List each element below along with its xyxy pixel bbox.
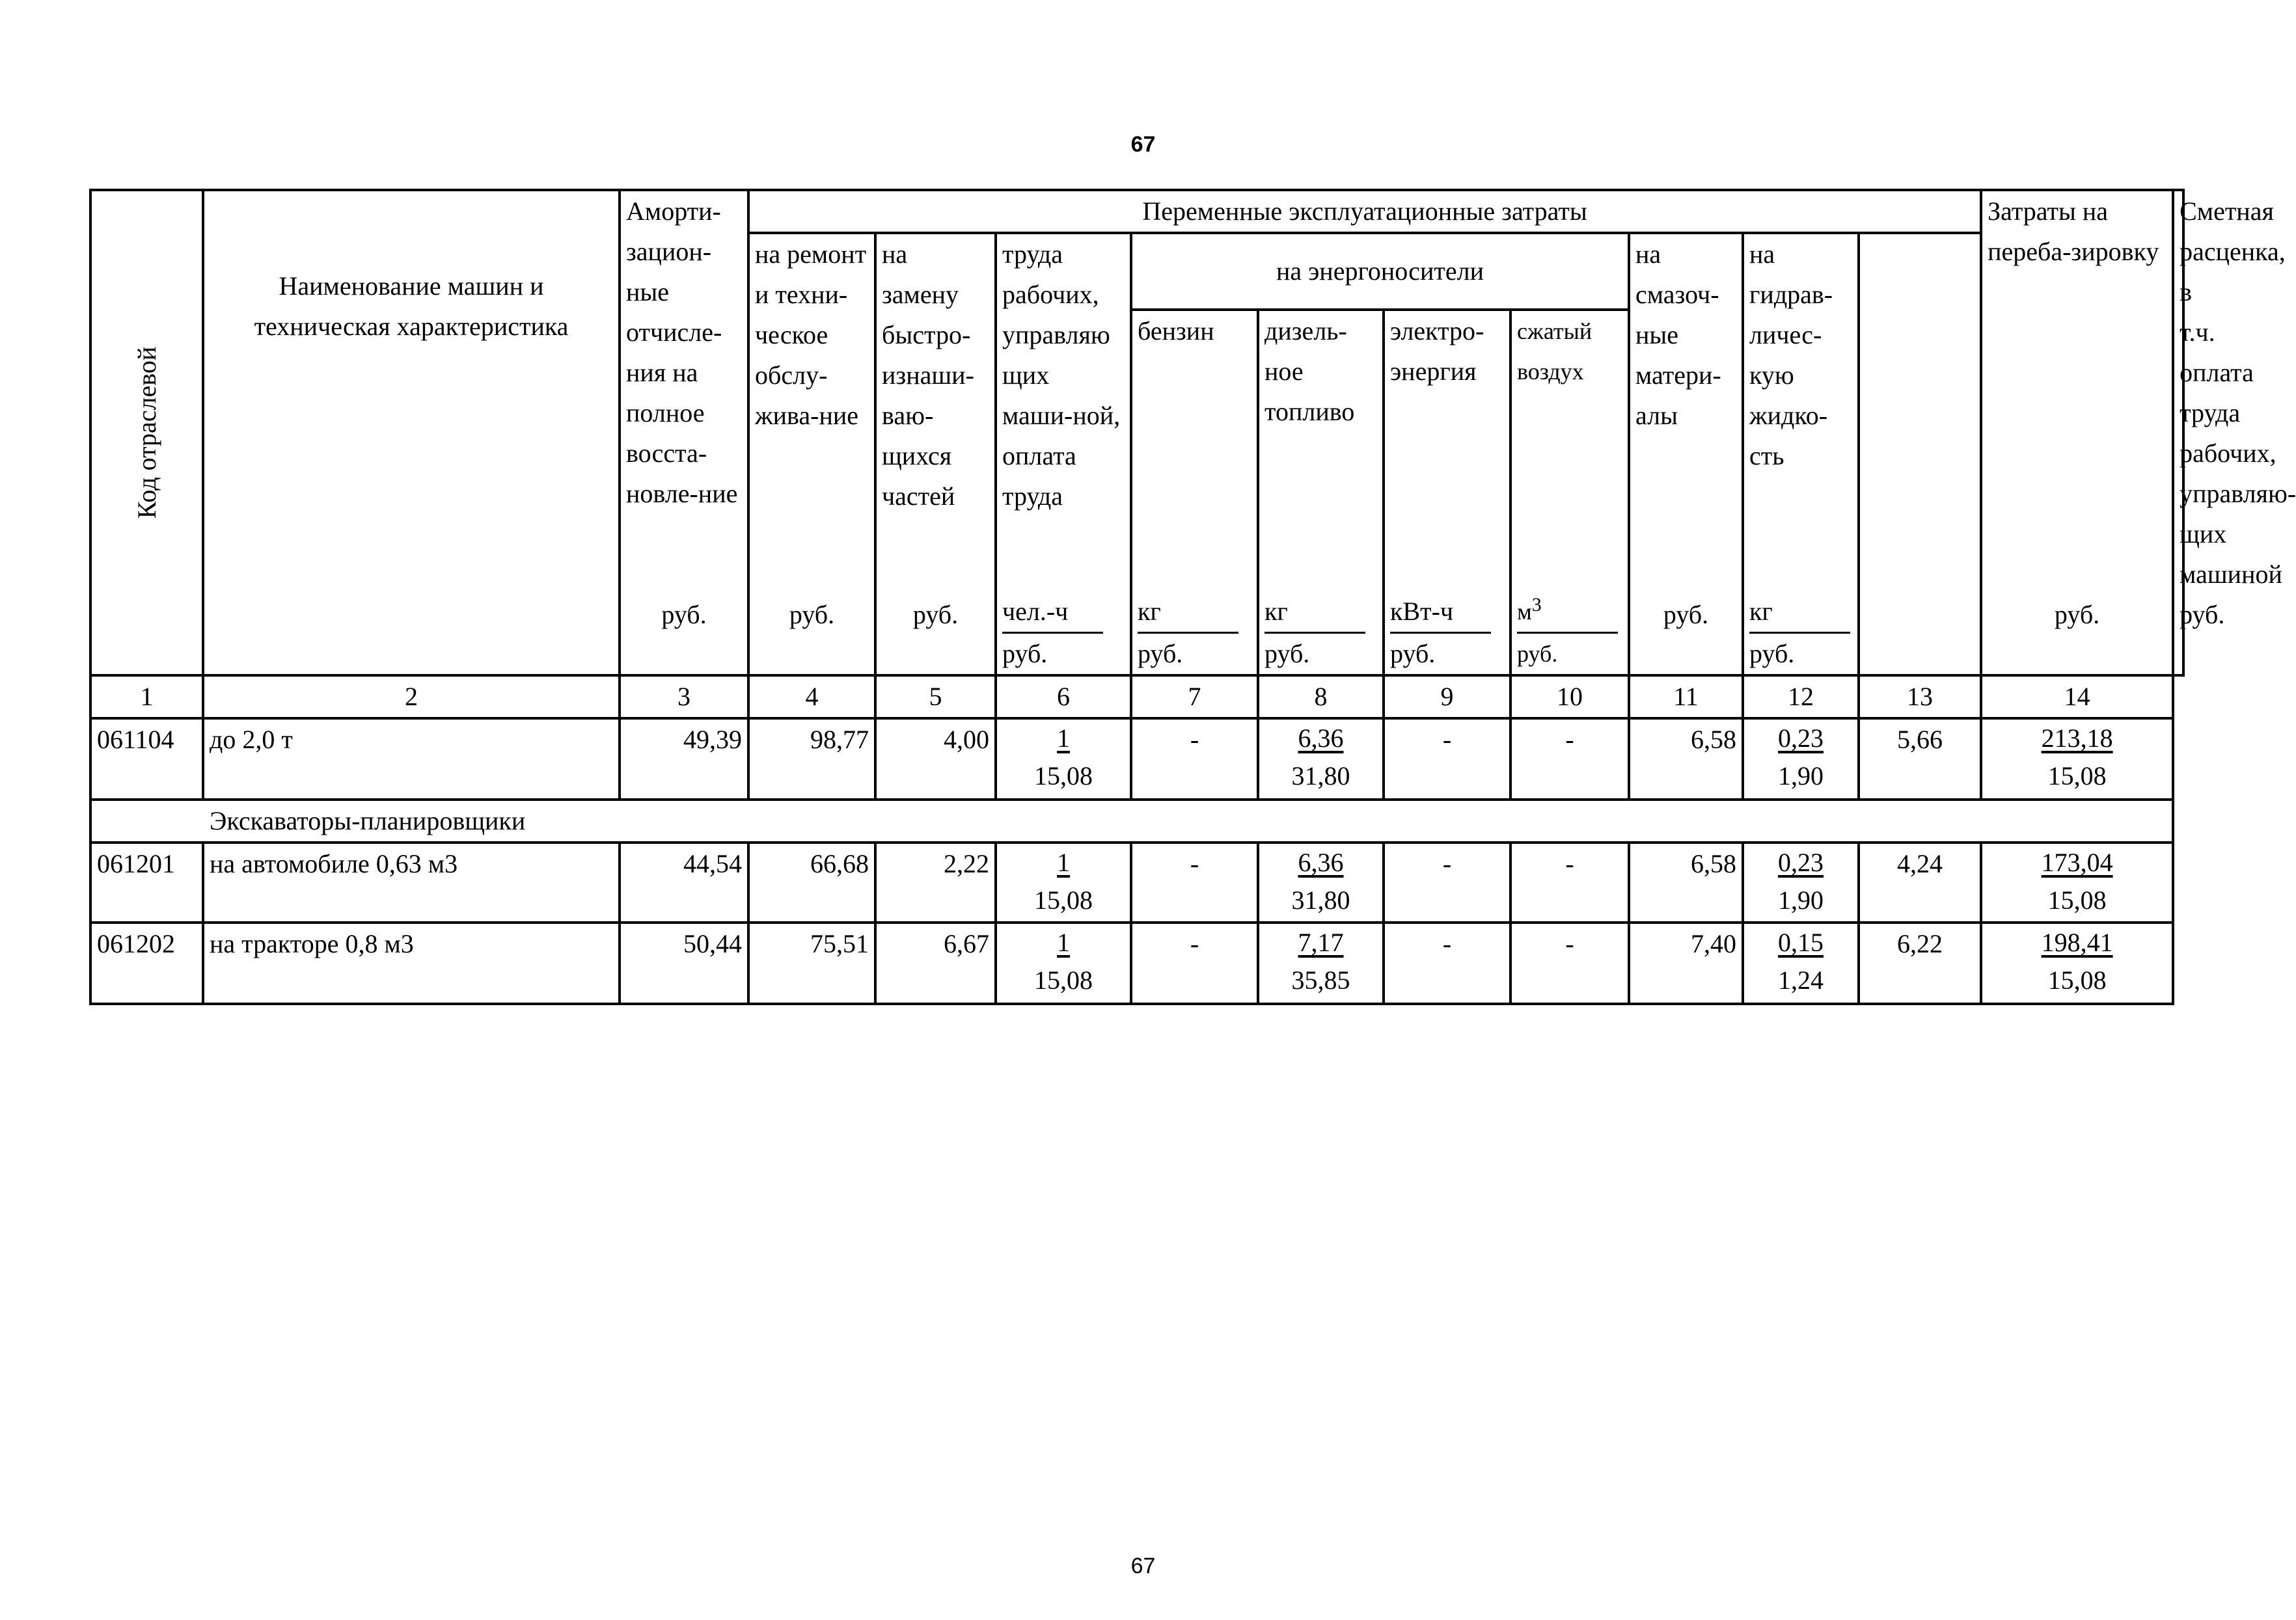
- machine-cost-table: [89, 189, 2296, 1005]
- air-unit-sup: 3: [1531, 594, 1542, 615]
- row-repair: 98,77: [748, 718, 875, 800]
- row-diesel: [1258, 923, 1384, 1004]
- row-name: на автомобиле 0,63 м3: [203, 843, 620, 923]
- labor-unit-bottom: руб.: [1002, 639, 1048, 668]
- col-number: 10: [1510, 675, 1629, 718]
- replace-label: на замену быстро-изнаши-ваю-щихся частей: [882, 239, 974, 511]
- relocation-label: Затраты на переба-зировку: [1988, 196, 2159, 266]
- col-number: 13: [1859, 675, 1981, 718]
- row-hydraulic-bottom: 1,90: [1778, 761, 1824, 790]
- row-diesel-bottom: 31,80: [1291, 885, 1350, 915]
- header-repair: [748, 233, 875, 675]
- header-amort: [620, 190, 748, 675]
- row-labor-bottom: 15,08: [1034, 965, 1093, 995]
- header-hydraulic: [1743, 233, 1859, 675]
- table-row: [90, 843, 2183, 923]
- col-number: 11: [1629, 675, 1743, 718]
- row-labor: [996, 718, 1131, 800]
- diesel-label: дизель-ное топливо: [1264, 316, 1355, 426]
- row-labor-bottom: 15,08: [1034, 761, 1093, 790]
- header-code: [90, 190, 203, 675]
- row-repair: 75,51: [748, 923, 875, 1004]
- row-estimate: [1981, 718, 2173, 800]
- page-number-bottom: 67: [1130, 1554, 1156, 1578]
- row-electric: -: [1384, 923, 1510, 1004]
- row-hydraulic-bottom: 1,90: [1778, 885, 1824, 915]
- col-number: 8: [1258, 675, 1384, 718]
- lubricants-label: на смазоч-ные матери-алы: [1635, 239, 1721, 430]
- row-estimate-bottom: 15,08: [2047, 885, 2107, 915]
- row-estimate-bottom: 15,08: [2047, 965, 2107, 995]
- row-labor: [996, 923, 1131, 1004]
- row-labor-bottom: 15,08: [1034, 885, 1093, 915]
- petrol-unit-top: кг: [1138, 591, 1238, 634]
- row-diesel-bottom: 35,85: [1291, 965, 1350, 995]
- row-hydraulic-top: 0,23: [1778, 723, 1824, 753]
- row-diesel-top: 7,17: [1298, 928, 1344, 957]
- row-estimate: [1981, 843, 2173, 923]
- row-replace: 4,00: [875, 718, 996, 800]
- diesel-unit-top: кг: [1264, 591, 1365, 634]
- row-labor-top: 1: [1057, 928, 1070, 957]
- header-air: [1510, 310, 1629, 676]
- col-number: 2: [203, 675, 620, 718]
- col-number: 14: [1981, 675, 2173, 718]
- row-air: -: [1510, 718, 1629, 800]
- row-petrol: -: [1131, 718, 1258, 800]
- hydraulic-label: на гидрав-личес-кую жидко-сть: [1749, 239, 1833, 470]
- col-number: 1: [90, 675, 203, 718]
- row-replace: 2,22: [875, 843, 996, 923]
- diesel-unit-bottom: руб.: [1264, 639, 1310, 668]
- hydraulic-unit-bottom: руб.: [1749, 639, 1795, 668]
- header-code-label: Код отраслевой: [131, 346, 161, 519]
- row-lubricants: 6,58: [1629, 718, 1743, 800]
- row-code: 061202: [90, 923, 203, 1004]
- col-number: 5: [875, 675, 996, 718]
- header-energy: на энергоносители: [1131, 233, 1629, 310]
- row-name: на тракторе 0,8 м3: [203, 923, 620, 1004]
- header-replace: [875, 233, 996, 675]
- col-number: 4: [748, 675, 875, 718]
- col-number: 12: [1743, 675, 1859, 718]
- header-name: Наименование машин и техническая характеристика: [203, 190, 620, 675]
- row-lubricants: 7,40: [1629, 923, 1743, 1004]
- row-estimate: [1981, 923, 2173, 1004]
- row-amort: 49,39: [620, 718, 748, 800]
- table-row: [90, 923, 2183, 1004]
- row-labor-top: 1: [1057, 848, 1070, 877]
- row-petrol: -: [1131, 843, 1258, 923]
- repair-unit: руб.: [789, 600, 835, 629]
- row-amort: 44,54: [620, 843, 748, 923]
- col-number: 7: [1131, 675, 1258, 718]
- header-relocation: [1981, 190, 2173, 675]
- row-hydraulic: [1743, 843, 1859, 923]
- header-variable-costs: Переменные эксплуатационные затраты: [748, 190, 1981, 233]
- repair-label: на ремонт и техни-ческое обслу-жива-ние: [755, 239, 867, 430]
- row-electric: -: [1384, 843, 1510, 923]
- row-air: -: [1510, 923, 1629, 1004]
- column-numbers-row: [90, 675, 2183, 718]
- header-lubricants: [1629, 233, 1743, 675]
- lubricants-unit: руб.: [1663, 600, 1709, 629]
- row-diesel-top: 6,36: [1298, 848, 1344, 877]
- row-hydraulic-bottom: 1,24: [1778, 965, 1824, 995]
- hydraulic-unit-top: кг: [1749, 591, 1850, 634]
- row-lubricants: 6,58: [1629, 843, 1743, 923]
- col-number: 3: [620, 675, 748, 718]
- row-relocation: 5,66: [1859, 718, 1981, 800]
- row-diesel-top: 6,36: [1298, 723, 1344, 753]
- petrol-unit-bottom: руб.: [1138, 639, 1183, 668]
- row-hydraulic: [1743, 718, 1859, 800]
- labor-unit-top: чел.-ч: [1002, 591, 1103, 634]
- row-relocation: 6,22: [1859, 923, 1981, 1004]
- relocation-unit: руб.: [2054, 600, 2100, 629]
- header-diesel: [1258, 310, 1384, 676]
- row-estimate-bottom: 15,08: [2047, 761, 2107, 790]
- row-diesel-bottom: 31,80: [1291, 761, 1350, 790]
- air-unit-top: м: [1517, 599, 1532, 625]
- page-number-top: 67: [1130, 132, 1156, 157]
- header-petrol: [1131, 310, 1258, 676]
- header-labor: [996, 233, 1131, 675]
- row-labor: [996, 843, 1131, 923]
- section-title: Экскаваторы-планировщики: [90, 800, 2173, 843]
- row-estimate-top: 213,18: [2041, 723, 2113, 753]
- col-number: 6: [996, 675, 1131, 718]
- row-code: 061201: [90, 843, 203, 923]
- row-estimate-top: 198,41: [2041, 928, 2113, 957]
- row-amort: 50,44: [620, 923, 748, 1004]
- air-label: сжатый воздух: [1517, 317, 1592, 385]
- row-hydraulic-top: 0,15: [1778, 928, 1824, 957]
- row-air: -: [1510, 843, 1629, 923]
- amort-unit: руб.: [661, 600, 707, 629]
- row-diesel: [1258, 718, 1384, 800]
- row-code: 061104: [90, 718, 203, 800]
- row-petrol: -: [1131, 923, 1258, 1004]
- section-row: [90, 800, 2183, 843]
- row-labor-top: 1: [1057, 723, 1070, 753]
- electric-unit-bottom: руб.: [1390, 639, 1436, 668]
- row-repair: 66,68: [748, 843, 875, 923]
- electric-unit-top: кВт-ч: [1390, 591, 1491, 634]
- row-relocation: 4,24: [1859, 843, 1981, 923]
- air-unit-bottom: руб.: [1517, 641, 1558, 667]
- amort-label: Аморти-зацион-ные отчисле-ния на полное восста-новле-ние: [626, 196, 738, 508]
- labor-label: труда рабочих, управляю щих маши-ной, оплата труда: [1002, 239, 1121, 511]
- electric-label: электро-энергия: [1390, 316, 1484, 386]
- row-hydraulic-top: 0,23: [1778, 848, 1824, 877]
- row-diesel: [1258, 843, 1384, 923]
- replace-unit: руб.: [912, 600, 959, 629]
- row-hydraulic: [1743, 923, 1859, 1004]
- header-estimate: Сметная расценка, в т.ч. оплата труда рабочих, управляю-щих машиной руб.: [2173, 190, 2183, 675]
- row-electric: -: [1384, 718, 1510, 800]
- header-electric: [1384, 310, 1510, 676]
- row-replace: 6,67: [875, 923, 996, 1004]
- petrol-label: бензин: [1138, 316, 1214, 345]
- col-number: 9: [1384, 675, 1510, 718]
- table-row: [90, 718, 2183, 800]
- row-estimate-top: 173,04: [2041, 848, 2113, 877]
- row-name: до 2,0 т: [203, 718, 620, 800]
